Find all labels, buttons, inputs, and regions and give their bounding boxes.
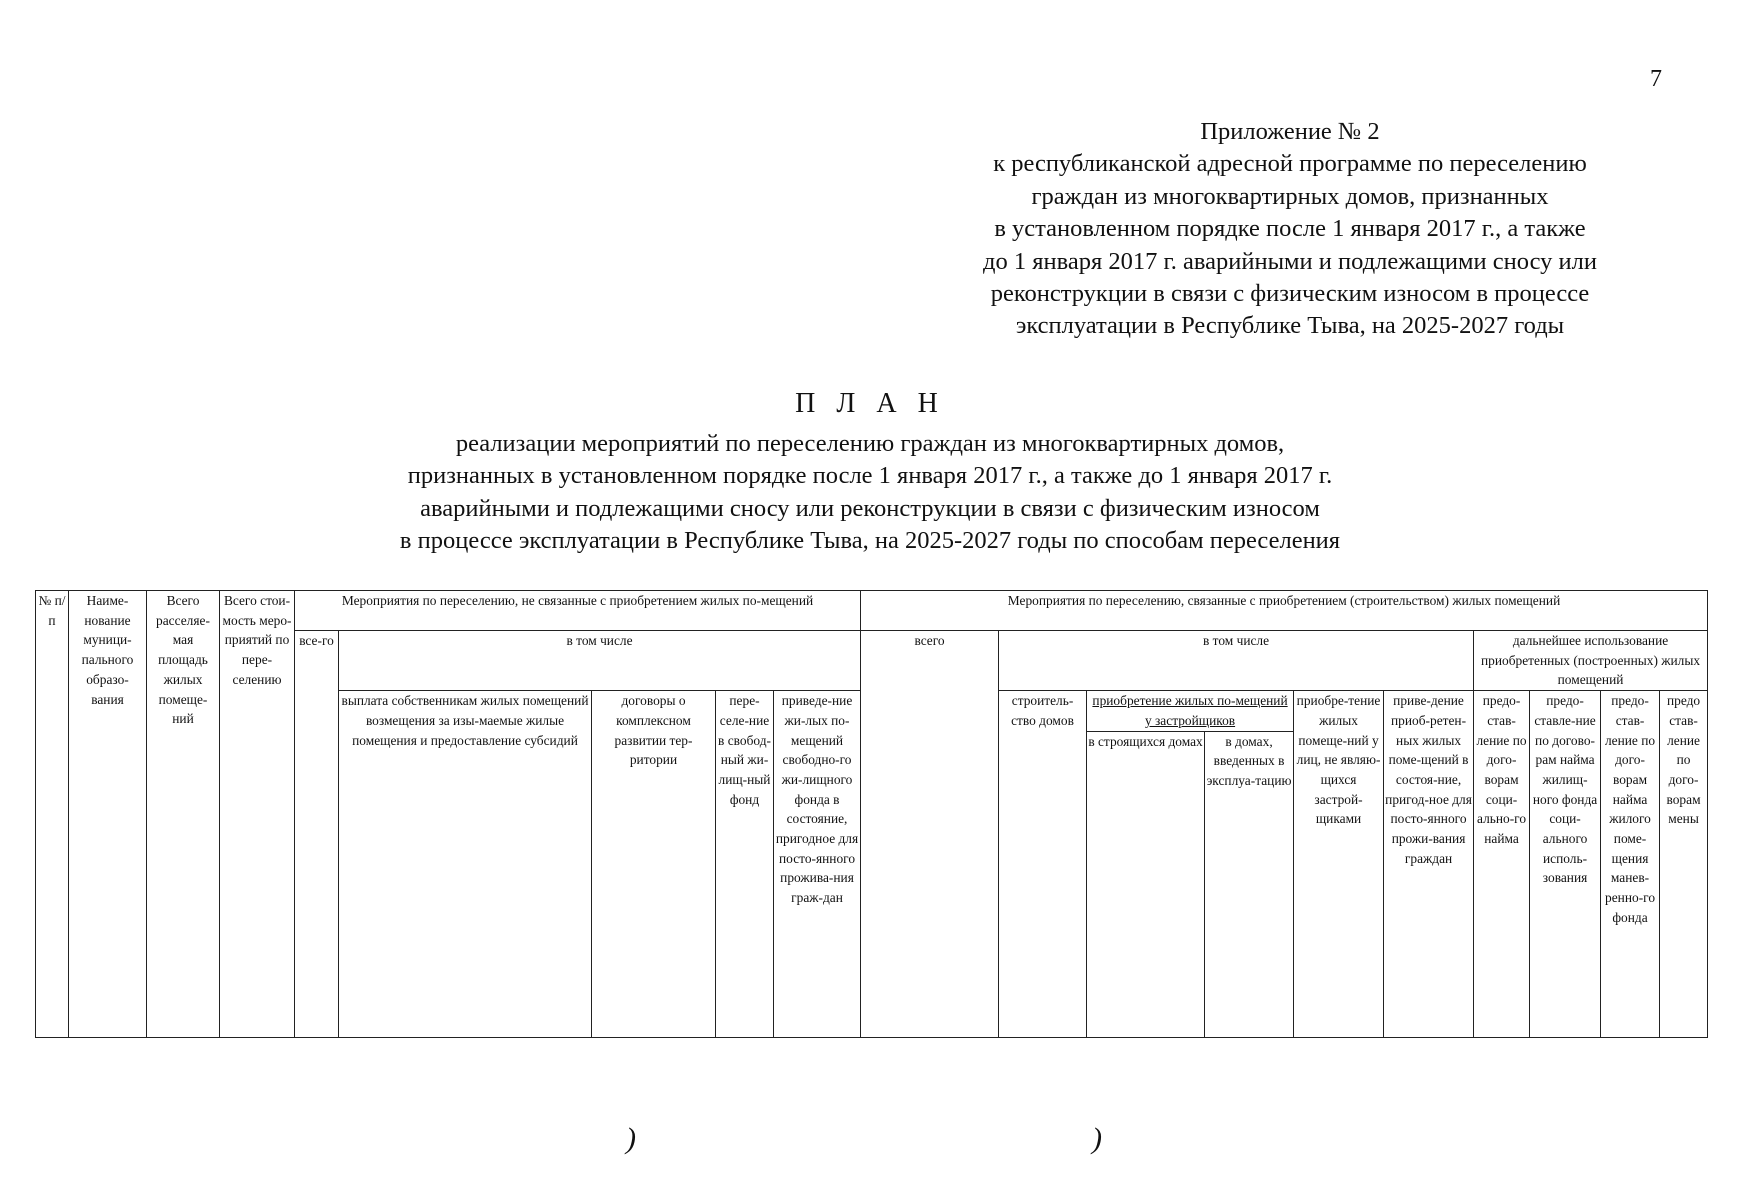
header-payment: выплата собственникам жилых помещений возмещения за изы-маемые жилые помещения и предоставление субсидий (339, 691, 592, 1037)
header-bringing-to-condition: приведе-ние жи-лых по-мещений свободно-го жи-лищного фонда в состояние, пригодное для посто-янного прожива-ния граж-дан (774, 691, 861, 1037)
appendix-line: в установленном порядке после 1 января 2017 г., а также (994, 215, 1586, 243)
header-num: № п/п (36, 591, 69, 1038)
handwritten-mark: ) (626, 1122, 636, 1155)
header-area: Всего расселяе-мая площадь жилых помеще-ний (147, 591, 220, 1038)
appendix-line: эксплуатации в Республике Тыва, на 2025-2027 годы (1015, 312, 1565, 340)
header-including-acquisition: в том числе (999, 631, 1474, 691)
header-social-use-lease: предо-ставле-ние по догово-рам найма жилищ-ного фонда соци-ального исполь-зования (1530, 691, 1601, 1037)
header-municipality: Наиме-нование муници-пального образо-вания (69, 591, 147, 1038)
appendix-line: граждан из многоквартирных домов, признанных (1031, 182, 1549, 210)
header-construction: строитель-ство домов (999, 691, 1087, 1037)
plan-subtitle-line: признанных в установленном порядке после 1 января 2017 г., а также до 1 января 2017 г. (407, 462, 1333, 490)
header-purchase-non-developers: приобре-тение жилых помеще-ний у лиц, не являю-щихся застрой-щиками (1294, 691, 1384, 1037)
header-purchase-developers: приобретение жилых по-мещений у застройщиков (1087, 691, 1294, 731)
header-service-lease: предо-став-ление по дого-ворам найма жилого поме-щения манев-ренно-го фонда (1601, 691, 1660, 1037)
plan-table (35, 590, 1708, 1038)
header-further-use: дальнейшее использование приобретенных (построенных) жилых помещений (1474, 631, 1708, 691)
appendix-line: до 1 января 2017 г. аварийными и подлежащими сносу или (983, 247, 1597, 275)
header-group-not-acquisition: Мероприятия по переселению, не связанные с приобретением жилых по-мещений (295, 591, 861, 631)
header-total-not-acquisition: все-го (295, 631, 339, 1038)
header-including-not-acquisition: в том числе (339, 631, 861, 691)
header-group-acquisition: Мероприятия по переселению, связанные с приобретением (строительством) жилых помещений (861, 591, 1708, 631)
header-free-fund: пере-селе-ние в свобод-ный жи-лищ-ный фонд (716, 691, 774, 1037)
header-commissioned: в домах, введенных в эксплуа-тацию (1205, 731, 1294, 1037)
plan-subtitle-line: аварийными и подлежащими сносу или реконструкции в связи с физическим износом (420, 494, 1320, 522)
plan-title: П Л А Н (795, 388, 945, 419)
plan-subtitle-line: реализации мероприятий по переселению граждан из многоквартирных домов, (455, 430, 1285, 457)
header-exchange: предо став-ление по дого-ворам мены (1660, 691, 1708, 1037)
header-bringing-acquired: приве-дение приоб-ретен-ных жилых поме-щений в состоя-ние, пригод-ное для посто-янного прожи-вания граждан (1384, 691, 1474, 1037)
appendix-header (920, 116, 1660, 343)
header-under-construction: в строящихся домах (1087, 731, 1205, 1037)
appendix-line: реконструкции в связи с физическим износом в процессе (990, 280, 1590, 308)
header-total-acquisition: всего (861, 631, 999, 1038)
header-cost: Всего стои-мость меро-приятий по пере-селению (220, 591, 295, 1038)
page-number: 7 (1650, 66, 1662, 92)
plan-subtitle (0, 428, 1740, 558)
handwritten-mark: ) (1092, 1122, 1102, 1155)
appendix-line: Приложение № 2 (1200, 118, 1380, 145)
header-complex-development: договоры о комплексном развитии тер-ритории (592, 691, 716, 1037)
plan-subtitle-line: в процессе эксплуатации в Республике Тыва, на 2025-2027 годы по способам переселения (399, 527, 1341, 555)
header-social-lease: предо-став-ление по дого-ворам соци-ально-го найма (1474, 691, 1530, 1037)
appendix-line: к республиканской адресной программе по переселению (993, 150, 1587, 178)
